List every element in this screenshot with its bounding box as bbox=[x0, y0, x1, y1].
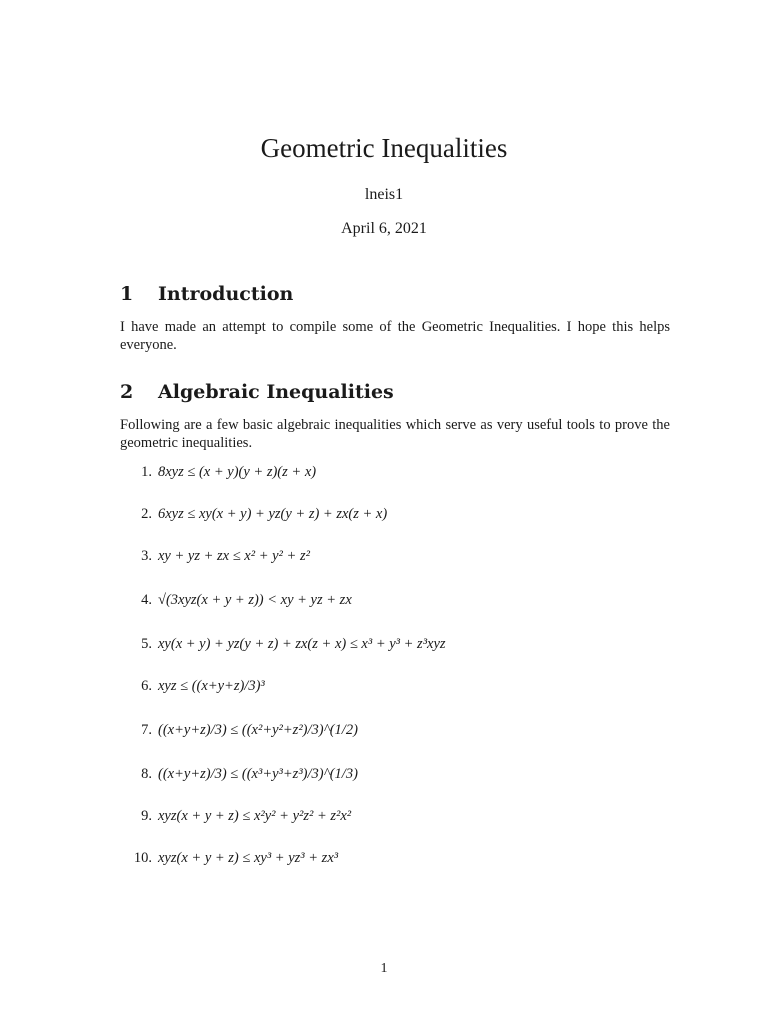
item-number: 2. bbox=[141, 506, 152, 522]
inequality-expression: 8xyz ≤ (x + y)(y + z)(z + x) bbox=[158, 464, 317, 480]
document-title: Geometric Inequalities bbox=[260, 133, 508, 163]
section-number: 1 bbox=[120, 283, 134, 305]
item-number: 6. bbox=[141, 678, 152, 694]
algebraic-paragraph: Following are a few basic algebraic inequalities which serve as very useful tools to prove the geometric inequalities. bbox=[120, 417, 670, 451]
item-number: 5. bbox=[141, 636, 152, 652]
section-heading-algebraic-inequalities bbox=[120, 381, 394, 403]
item-number: 3. bbox=[141, 548, 152, 564]
section-title: Algebraic Inequalities bbox=[158, 381, 394, 403]
list-item bbox=[120, 850, 680, 872]
list-item bbox=[120, 636, 680, 658]
document-date: April 6, 2021 bbox=[341, 220, 427, 237]
list-item bbox=[120, 548, 680, 570]
inequality-expression: xy(x + y) + yz(y + z) + zx(z + x) ≤ x³ + y³ + z³xyz bbox=[158, 636, 446, 652]
inequality-expression: xyz(x + y + z) ≤ xy³ + yz³ + zx³ bbox=[158, 850, 339, 866]
section-number: 2 bbox=[120, 381, 134, 403]
inequality-expression: xyz ≤ ((x+y+z)/3)³ bbox=[158, 678, 265, 694]
item-number: 7. bbox=[141, 722, 152, 738]
list-item bbox=[120, 722, 680, 744]
list-item bbox=[120, 592, 680, 614]
section-heading-introduction bbox=[120, 283, 293, 305]
inequality-expression: ((x+y+z)/3) ≤ ((x²+y²+z²)/3)^(1/2) bbox=[158, 722, 358, 738]
inequality-expression: ((x+y+z)/3) ≤ ((x³+y³+z³)/3)^(1/3) bbox=[158, 766, 358, 782]
introduction-paragraph: I have made an attempt to compile some of the Geometric Inequalities. I hope this helps everyone. bbox=[120, 319, 670, 353]
item-number: 10. bbox=[133, 850, 152, 866]
inequality-expression: xyz(x + y + z) ≤ x²y² + y²z² + z²x² bbox=[158, 808, 352, 824]
item-number: 9. bbox=[141, 808, 152, 824]
item-number: 8. bbox=[141, 766, 152, 782]
inequality-expression: 6xyz ≤ xy(x + y) + yz(y + z) + zx(z + x) bbox=[158, 506, 388, 522]
inequality-expression: xy + yz + zx ≤ x² + y² + z² bbox=[158, 548, 310, 564]
list-item bbox=[120, 808, 680, 830]
list-item bbox=[120, 464, 680, 486]
list-item bbox=[120, 766, 680, 788]
list-item bbox=[120, 506, 680, 528]
list-item bbox=[120, 678, 680, 700]
item-number: 1. bbox=[141, 464, 152, 480]
document-author: lneis1 bbox=[364, 186, 404, 203]
item-number: 4. bbox=[141, 592, 152, 608]
section-title: Introduction bbox=[158, 283, 294, 305]
inequality-expression: √(3xyz(x + y + z)) < xy + yz + zx bbox=[158, 592, 352, 608]
page-number: 1 bbox=[380, 961, 388, 976]
